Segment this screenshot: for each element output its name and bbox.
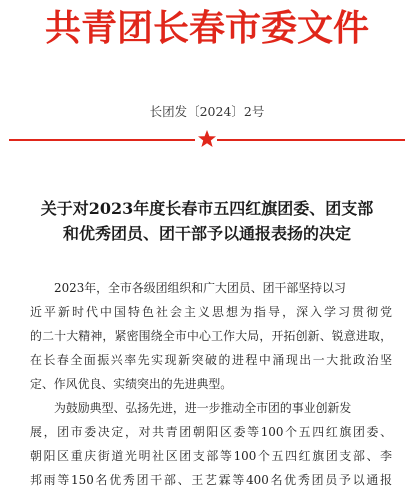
document-masthead: 共青团长春市委文件 — [44, 7, 369, 49]
document-title — [0, 196, 414, 246]
star-icon-shape — [198, 130, 216, 147]
document-title-line: 关于对2023年度长春市五四红旗团委、团支部 — [40, 199, 374, 218]
body-line: 定、作风优良、实绩突出的先进典型。 — [30, 377, 233, 391]
document-number: 长团发〔2024〕2号 — [149, 104, 265, 119]
divider-line-left — [9, 139, 195, 141]
body-line: 为鼓励典型、弘扬先进，进一步推动全市团的事业创新发 — [54, 401, 352, 415]
body-line: 朝阳区重庆街道光明社区团支部等100个五四红旗团支部、李 — [30, 449, 392, 463]
body-line: 近平新时代中国特色社会主义思想为指导，深入学习贯彻党 — [30, 305, 392, 319]
divider-line-right — [217, 139, 405, 141]
body-line: 2023年，全市各级团组织和广大团员、团干部坚持以习 — [54, 281, 346, 295]
star-icon — [197, 129, 217, 149]
body-line: 的二十大精神，紧密围绕全市中心工作大局，开拓创新、锐意进取， — [30, 329, 392, 343]
body-line: 在长春全面振兴率先实现新突破的进程中涌现出一大批政治坚 — [30, 353, 392, 367]
document-body — [30, 276, 392, 492]
document-title-line: 和优秀团员、团干部予以通报表扬的决定 — [62, 224, 351, 243]
body-line: 邦雨等150名优秀团干部、王艺霖等400名优秀团员予以通报 — [30, 473, 392, 487]
body-line: 展，团市委决定，对共青团朝阳区委等100个五四红旗团委、 — [30, 425, 392, 439]
